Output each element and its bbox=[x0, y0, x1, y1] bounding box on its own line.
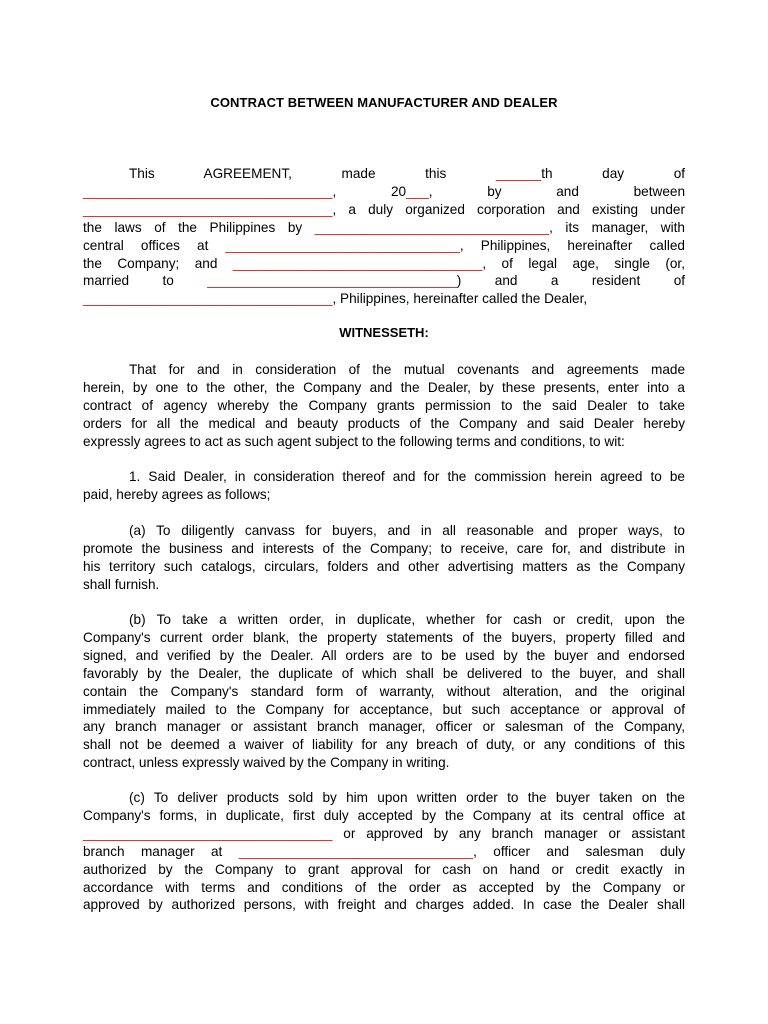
preamble-line: _________________________________, 20___, by and between bbox=[83, 183, 686, 199]
paragraph-line: accordance with terms and conditions of the order as accepted by the Company or bbox=[83, 879, 685, 895]
clause-1-paragraph bbox=[83, 468, 685, 504]
paragraph-line: shall furnish. bbox=[83, 576, 160, 592]
paragraph-line: 1. Said Dealer, in consideration thereof and for the commission herein agreed to be bbox=[129, 469, 685, 484]
consideration-paragraph bbox=[83, 361, 685, 451]
paragraph-line: Company's forms, in duplicate, first duly accepted by the Company at its central office at bbox=[83, 807, 685, 823]
paragraph-line: promote the business and interests of the Company; to receive, care for, and distribute in bbox=[83, 540, 685, 556]
preamble-line: _________________________________, a duly organized corporation and existing under bbox=[83, 201, 685, 217]
residence-blank: _________________________________ bbox=[83, 291, 333, 307]
paragraph-line: herein, by one to the other, the Company and the Dealer, by these presents, enter into a bbox=[83, 379, 685, 395]
year-blank: ___ bbox=[406, 183, 429, 199]
paragraph-line: contain the Company's standard form of warranty, without alteration, and the original bbox=[83, 683, 685, 699]
paragraph-line: orders for all the medical and beauty products of the Company and said Dealer hereby bbox=[83, 415, 685, 431]
document-title: CONTRACT BETWEEN MANUFACTURER AND DEALER bbox=[210, 95, 558, 110]
preamble-line: This AGREEMENT, made this ______th day of bbox=[129, 166, 686, 181]
paragraph-line: paid, hereby agrees as follows; bbox=[83, 486, 271, 502]
paragraph-line: his territory such catalogs, circulars, folders and other advertising matters as the Company bbox=[83, 558, 685, 574]
clause-c-paragraph bbox=[83, 789, 685, 914]
central-office-blank: _______________________________ bbox=[225, 237, 460, 253]
preamble-paragraph bbox=[83, 165, 685, 308]
corporation-blank: _________________________________ bbox=[83, 201, 333, 217]
spouse-blank: _________________________________ bbox=[207, 273, 457, 289]
paragraph-line: immediately mailed to the Company for acceptance, but such acceptance or approval of bbox=[83, 701, 685, 717]
paragraph-line: any branch manager or assistant branch manager, officer or salesman of the Company, bbox=[83, 719, 685, 735]
manager-blank: _______________________________ bbox=[314, 219, 550, 235]
witnesseth-heading: WITNESSETH: bbox=[339, 325, 429, 340]
month-blank: _________________________________ bbox=[83, 183, 333, 199]
paragraph-line: (c) To deliver products sold by him upon written order to the buyer taken on the bbox=[129, 790, 685, 805]
paragraph-line: branch manager at _______________________________, officer and salesman duly bbox=[83, 843, 685, 859]
branch-manager-blank: _______________________________ bbox=[238, 843, 474, 859]
day-blank: ______ bbox=[495, 166, 542, 181]
paragraph-line: _________________________________ or approved by any branch manager or assistant bbox=[83, 825, 685, 841]
dealer-name-blank: _________________________________ bbox=[232, 255, 483, 271]
preamble-line: the Company; and _________________________________, of legal age, single (or, bbox=[83, 255, 685, 271]
paragraph-line: That for and in consideration of the mutual covenants and agreements made bbox=[129, 362, 685, 377]
paragraph-line: (a) To diligently canvass for buyers, and in all reasonable and proper ways, to bbox=[129, 523, 685, 538]
preamble-line: _________________________________, Philippines, hereinafter called the Dealer, bbox=[83, 291, 588, 307]
preamble-line: married to _________________________________) and a resident of bbox=[83, 273, 686, 289]
clause-a-paragraph bbox=[83, 522, 685, 594]
paragraph-line: favorably by the Dealer, the duplicate of which shall be delivered to the buyer, and shall bbox=[83, 665, 685, 681]
paragraph-line: signed, and verified by the Dealer. All orders are to be used by the buyer and endorsed bbox=[83, 647, 685, 663]
paragraph-line: Company's current order blank, the property statements of the buyers, property filled and bbox=[83, 629, 685, 645]
paragraph-line: expressly agrees to act as such agent subject to the following terms and conditions, to wit: bbox=[83, 433, 625, 449]
paragraph-line: authorized by the Company to grant approval for cash on hand or credit exactly in bbox=[83, 861, 685, 877]
central-office-at-blank: _________________________________ bbox=[83, 825, 333, 841]
paragraph-line: contract, unless expressly waived by the Company in writing. bbox=[83, 755, 450, 771]
clause-b-paragraph bbox=[83, 611, 685, 772]
paragraph-line: contract of agency whereby the Company grants permission to the said Dealer to take bbox=[83, 397, 685, 413]
paragraph-line: (b) To take a written order, in duplicate, whether for cash or credit, upon the bbox=[129, 612, 685, 627]
preamble-line: the laws of the Philippines by _______________________________, its manager, with bbox=[83, 219, 685, 235]
paragraph-line: shall not be deemed a waiver of liability for any breach of duty, or any conditions of this bbox=[83, 737, 685, 753]
preamble-line: central offices at _______________________________, Philippines, hereinafter called bbox=[83, 237, 685, 253]
paragraph-line: approved by authorized persons, with freight and charges added. In case the Dealer shall bbox=[83, 897, 685, 913]
